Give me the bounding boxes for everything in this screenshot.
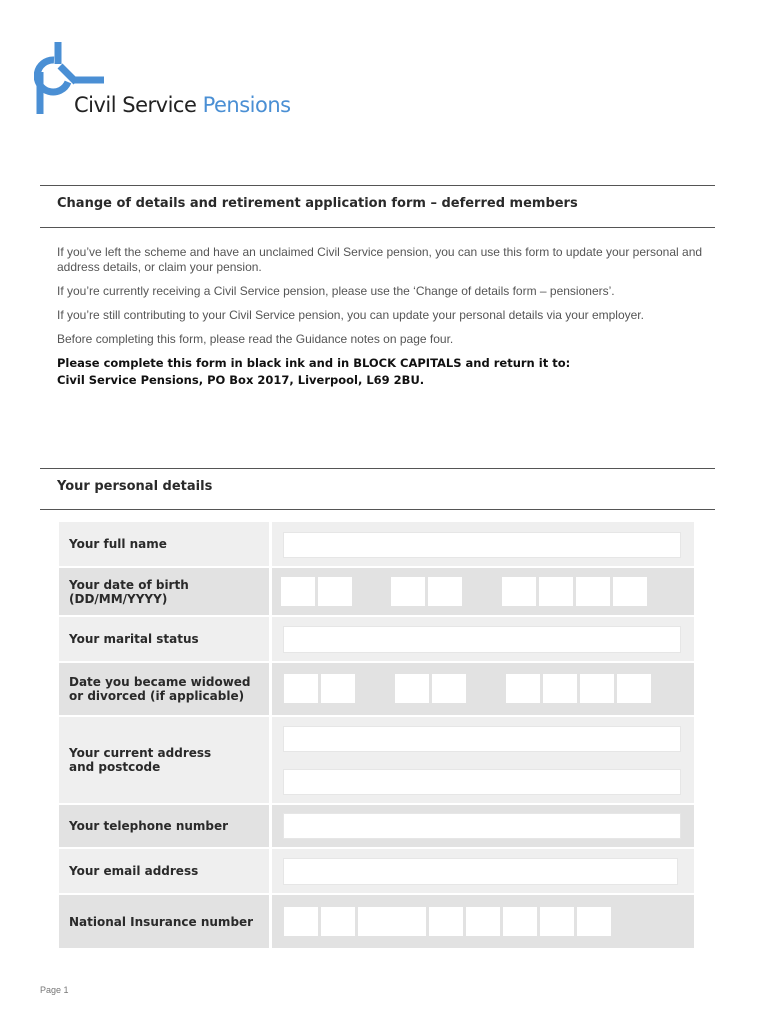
- instructions-line-1: Please complete this form in black ink and in BLOCK CAPITALS and return it to:: [57, 356, 571, 370]
- full-name-input[interactable]: [283, 532, 681, 558]
- marital-status-input[interactable]: [283, 626, 681, 653]
- page-number: Page 1: [40, 985, 69, 995]
- dob-month-box-2[interactable]: [428, 577, 462, 606]
- dob-day-box-1[interactable]: [281, 577, 315, 606]
- brand-name-part2: Pensions: [202, 93, 291, 117]
- widowed-year-box-2[interactable]: [543, 674, 577, 703]
- ni-box-9[interactable]: [577, 907, 611, 936]
- ni-box-7[interactable]: [503, 907, 537, 936]
- label-ni-number: National Insurance number: [59, 895, 269, 948]
- widowed-day-box-2[interactable]: [321, 674, 355, 703]
- dob-month-box-1[interactable]: [391, 577, 425, 606]
- ni-box-4[interactable]: [392, 907, 426, 936]
- label-widowed-date: Date you became widowed or divorced (if applicable): [59, 663, 269, 715]
- label-marital-status: Your marital status: [59, 617, 269, 661]
- label-address: Your current address and postcode: [59, 717, 269, 803]
- widowed-year-box-1[interactable]: [506, 674, 540, 703]
- divider-top: [40, 185, 715, 186]
- divider-personal-bottom: [40, 509, 715, 510]
- label-full-name: Your full name: [59, 522, 269, 566]
- widowed-month-box-1[interactable]: [395, 674, 429, 703]
- ni-box-8[interactable]: [540, 907, 574, 936]
- row-telephone: [59, 805, 694, 847]
- logo: [34, 38, 294, 122]
- row-email: [59, 849, 694, 893]
- dob-year-box-3[interactable]: [576, 577, 610, 606]
- label-email: Your email address: [59, 849, 269, 893]
- ni-box-6[interactable]: [466, 907, 500, 936]
- dob-year-box-1[interactable]: [502, 577, 536, 606]
- ni-box-3[interactable]: [358, 907, 392, 936]
- ni-box-5[interactable]: [429, 907, 463, 936]
- label-date-of-birth: Your date of birth (DD/MM/YYYY): [59, 568, 269, 615]
- brand-name: [74, 93, 291, 117]
- ni-box-2[interactable]: [321, 907, 355, 936]
- widowed-year-box-3[interactable]: [580, 674, 614, 703]
- widowed-month-box-2[interactable]: [432, 674, 466, 703]
- row-address: [59, 717, 694, 803]
- address-line-2-input[interactable]: [283, 769, 681, 795]
- intro-paragraph-3: If you’re still contributing to your Civil Service pension, you can update your personal details via your employer.: [57, 308, 644, 322]
- instructions-line-2: Civil Service Pensions, PO Box 2017, Liverpool, L69 2BU.: [57, 373, 425, 387]
- widowed-day-box-1[interactable]: [284, 674, 318, 703]
- form-title: Change of details and retirement application form – deferred members: [57, 196, 578, 211]
- row-full-name: [59, 522, 694, 566]
- telephone-input[interactable]: [283, 813, 681, 839]
- row-date-of-birth: [59, 568, 694, 615]
- email-input[interactable]: [283, 858, 678, 885]
- divider-title-bottom: [40, 227, 715, 228]
- brand-name-part1: Civil Service: [74, 93, 197, 117]
- dob-year-box-2[interactable]: [539, 577, 573, 606]
- personal-section-title: Your personal details: [57, 479, 213, 494]
- intro-paragraph-4: Before completing this form, please read the Guidance notes on page four.: [57, 332, 454, 346]
- label-telephone: Your telephone number: [59, 805, 269, 847]
- intro-paragraph-1: If you’ve left the scheme and have an unclaimed Civil Service pension, you can use this form to update your personal and address details, or claim your pension.: [57, 245, 703, 274]
- address-line-1-input[interactable]: [283, 726, 681, 752]
- ni-box-1[interactable]: [284, 907, 318, 936]
- row-ni-number: [59, 895, 694, 948]
- widowed-year-box-4[interactable]: [617, 674, 651, 703]
- row-widowed-date: [59, 663, 694, 715]
- intro-text: [57, 245, 707, 397]
- dob-year-box-4[interactable]: [613, 577, 647, 606]
- dob-day-box-2[interactable]: [318, 577, 352, 606]
- divider-personal-top: [40, 468, 715, 469]
- intro-paragraph-2: If you’re currently receiving a Civil Service pension, please use the ‘Change of details form – pensioners’.: [57, 284, 615, 298]
- row-marital-status: [59, 617, 694, 661]
